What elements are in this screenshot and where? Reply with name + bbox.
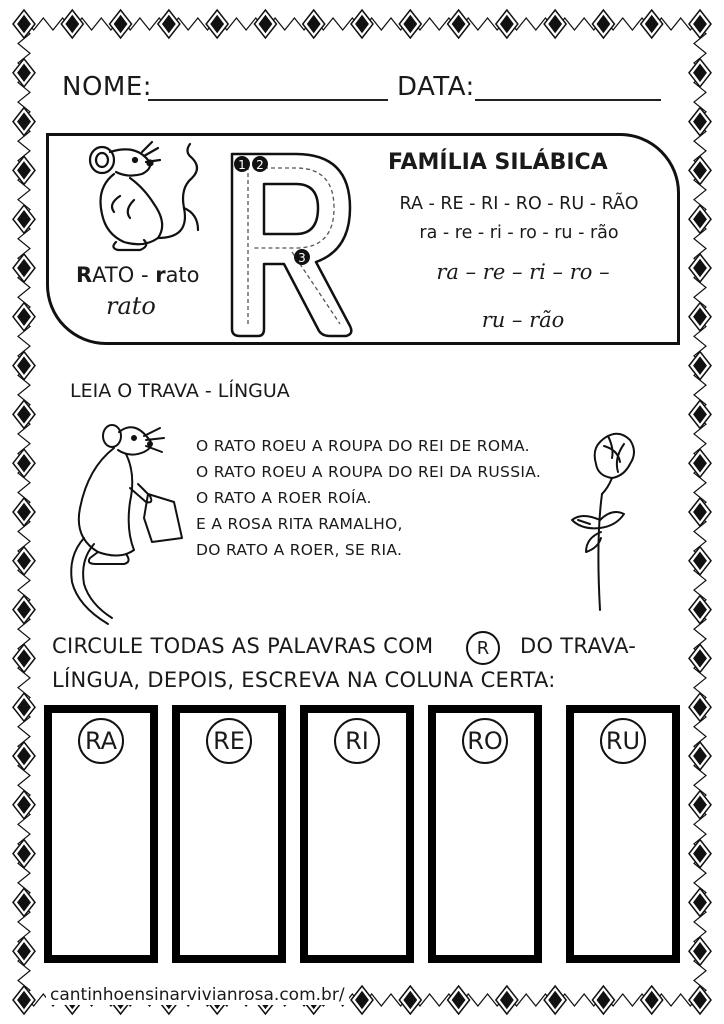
- syllables-cursive-2: ru – rão: [481, 308, 565, 332]
- column-label-ro: RO: [462, 718, 508, 764]
- date-label: DATA:: [397, 72, 475, 102]
- name-line[interactable]: [148, 99, 388, 101]
- mouse-icon: [80, 138, 210, 263]
- word-upper: RATO - rato: [76, 263, 200, 287]
- rose-icon: [568, 428, 648, 613]
- stroke-number-1: 1: [238, 158, 246, 172]
- letter-r-tracing-icon: [222, 144, 362, 339]
- name-label: NOME:: [62, 72, 153, 102]
- stroke-number-3: 3: [298, 251, 306, 265]
- instruction-line1-end: DO TRAVA-: [520, 634, 637, 658]
- tongue-twister-text: [196, 433, 541, 563]
- instruction-line1-start: CIRCULE TODAS AS PALAVRAS COM: [52, 634, 434, 658]
- tongue-line-5: DO RATO A ROER, SE RIA.: [196, 541, 403, 559]
- footer-website[interactable]: cantinhoensinarvivianrosa.com.br/: [46, 985, 349, 1005]
- column-label-ru: RU: [600, 718, 646, 764]
- rat-icon: [64, 418, 199, 628]
- syllables-lower: ra - re - ri - ro - ru - rão: [419, 223, 619, 243]
- column-label-ra: RA: [78, 718, 124, 764]
- date-line[interactable]: [475, 99, 661, 101]
- column-label-ri: RI: [334, 718, 380, 764]
- tongue-line-2: O RATO ROEU A ROUPA DO REI DA RUSSIA.: [196, 463, 542, 481]
- stroke-number-2: 2: [256, 158, 264, 172]
- syllables-upper: RA - RE - RI - RO - RU - RÃO: [399, 194, 639, 214]
- word-cursive: rato: [106, 292, 156, 320]
- column-label-re: RE: [206, 718, 252, 764]
- tongue-line-4: E A ROSA RITA RAMALHO,: [196, 515, 403, 533]
- syllable-title: FAMÍLIA SILÁBICA: [388, 150, 608, 175]
- syllables-cursive-1: ra – re – ri – ro –: [436, 260, 610, 284]
- tongue-line-3: O RATO A ROER ROÍA.: [196, 489, 372, 507]
- tongue-twister-heading: LEIA O TRAVA - LÍNGUA: [70, 380, 290, 402]
- instruction-line2: LÍNGUA, DEPOIS, ESCREVA NA COLUNA CERTA:: [52, 668, 556, 692]
- circled-letter-r: R: [466, 631, 500, 665]
- tongue-line-1: O RATO ROEU A ROUPA DO REI DE ROMA.: [196, 437, 530, 455]
